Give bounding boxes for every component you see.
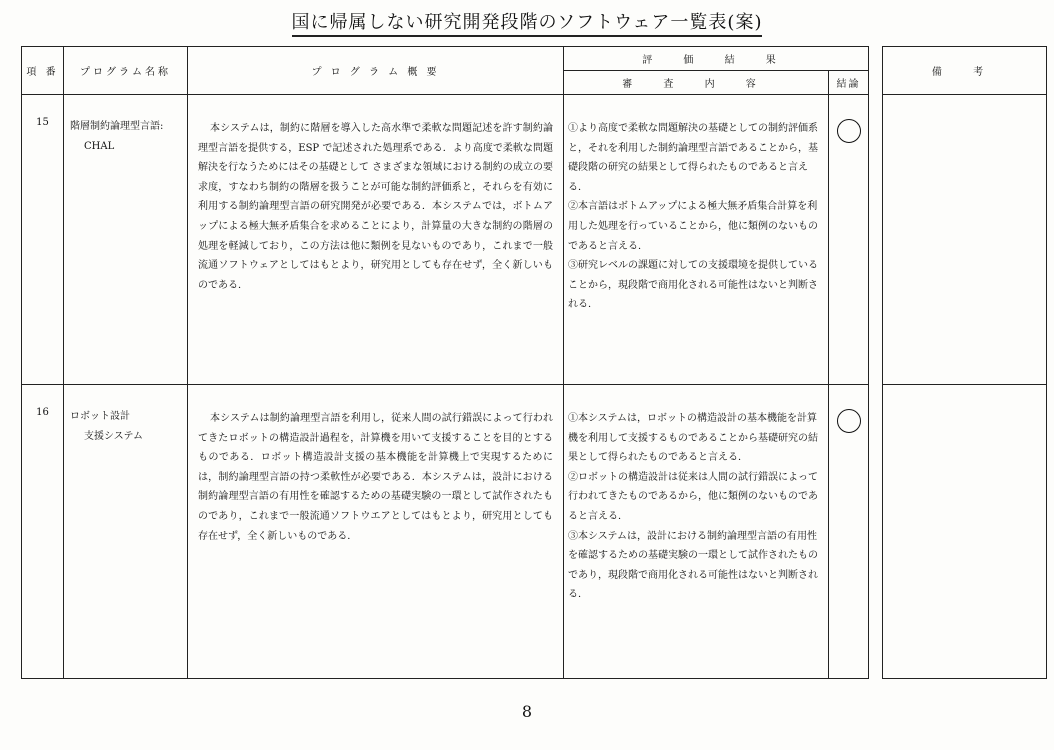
review-item-3: ③本システムは，設計における制約論理型言語の有用性を確認するための基礎実験の一環として試作されたものであり，現段階で商用化される可能性はないと判断される． [568, 530, 818, 601]
review-item-3: ③研究レベルの課題に対しての支援環境を提供していることから，現段階で商用化される可能性はないと判断される． [568, 260, 818, 311]
row-gap [869, 385, 883, 679]
circle-approved-icon [837, 119, 861, 143]
header-conclusion: 結論 [829, 71, 869, 95]
program-name-line2: CHAL [84, 141, 115, 152]
page-number: 8 [521, 702, 533, 721]
circle-approved-icon [837, 409, 861, 433]
row-remarks [883, 385, 1047, 679]
header-evaluation-result: 評 価 結 果 [564, 47, 869, 71]
header-gap [869, 47, 883, 95]
row-program-summary: 本システムは制約論理型言語を利用し，従来人間の試行錯誤によって行われてきたロボットの構造設計過程を，計算機を用いて支援することを目的とするものである．ロボット構造設計支援の基本機能を計算機上で実現するためには，制約論理型言語の持つ柔軟性が必要である．本システムは，設計における制約論理型言語の有用性を確認するための基礎実験の一環として試作されたものであり，これまで一般流通ソフトウエアとしてはもとより，研究用としても存在せず，全く新しいものである． [188, 385, 564, 679]
header-program-summary: プ ロ グ ラ ム 概 要 [188, 47, 564, 95]
row-item-no: 16 [22, 385, 64, 679]
software-list-table [21, 46, 1047, 679]
table-row [22, 385, 1047, 679]
header-remarks: 備 考 [883, 47, 1047, 95]
header-row-top [22, 47, 1047, 71]
table-row [22, 95, 1047, 385]
row-item-no: 15 [22, 95, 64, 385]
review-item-2: ②本言語はボトムアップによる極大無矛盾集合計算を利用した処理を行っていることから，他に類例のないものであると言える． [568, 201, 818, 252]
header-review-content: 審 査 内 容 [564, 71, 829, 95]
row-remarks [883, 95, 1047, 385]
row-review-content [564, 95, 829, 385]
row-conclusion [829, 95, 869, 385]
program-name-line1: 階層制約論理型言語: [70, 121, 164, 132]
row-conclusion [829, 385, 869, 679]
row-program-summary: 本システムは，制約に階層を導入した高水準で柔軟な問題記述を許す制約論理型言語を提供する，ESP で記述された処理系である．より高度で柔軟な問題解決を行なうためにはその基礎として さまざまな領域における制約の成立の要求度，すなわち制約の階層を扱うことが可能な制約評価系と，それらを有効に利用する制約論理型言語の研究開発が必要である．本システムでは，ボトムアップによる極大無矛盾集合を求めることにより，計算量の大きな制約の階層の処理を軽減しており，この方法は他に類例を見ないものであり，これまで一般流通ソフトウェアとしてはもとより，研究用としても存在せず，全く新しいものである． [188, 95, 564, 385]
review-item-1: ①より高度で柔軟な問題解決の基礎としての制約評価系と，それを利用した制約論理型言語であることから，基礎段階の研究の結果として得られたものであると言える． [568, 123, 818, 193]
row-review-content [564, 385, 829, 679]
program-name-line2: 支援システム [84, 431, 143, 442]
document-title-wrap [0, 8, 1054, 37]
document-title: 国に帰属しない研究開発段階のソフトウェア一覧表(案) [292, 8, 763, 37]
header-program-name: プログラム名称 [64, 47, 188, 95]
row-program-name [64, 95, 188, 385]
row-program-name [64, 385, 188, 679]
header-item-no: 項 番 [22, 47, 64, 95]
review-item-2: ②ロボットの構造設計は従来は人間の試行錯誤によって行われてきたものであるから，他に類例のないものであると言える． [568, 471, 818, 522]
program-name-line1: ロボット設計 [70, 411, 130, 422]
row-gap [869, 95, 883, 385]
review-item-1: ①本システムは，ロボットの構造設計の基本機能を計算機を利用して支援するものであることから基礎研究の結果として得られたものであると言える． [568, 413, 818, 464]
